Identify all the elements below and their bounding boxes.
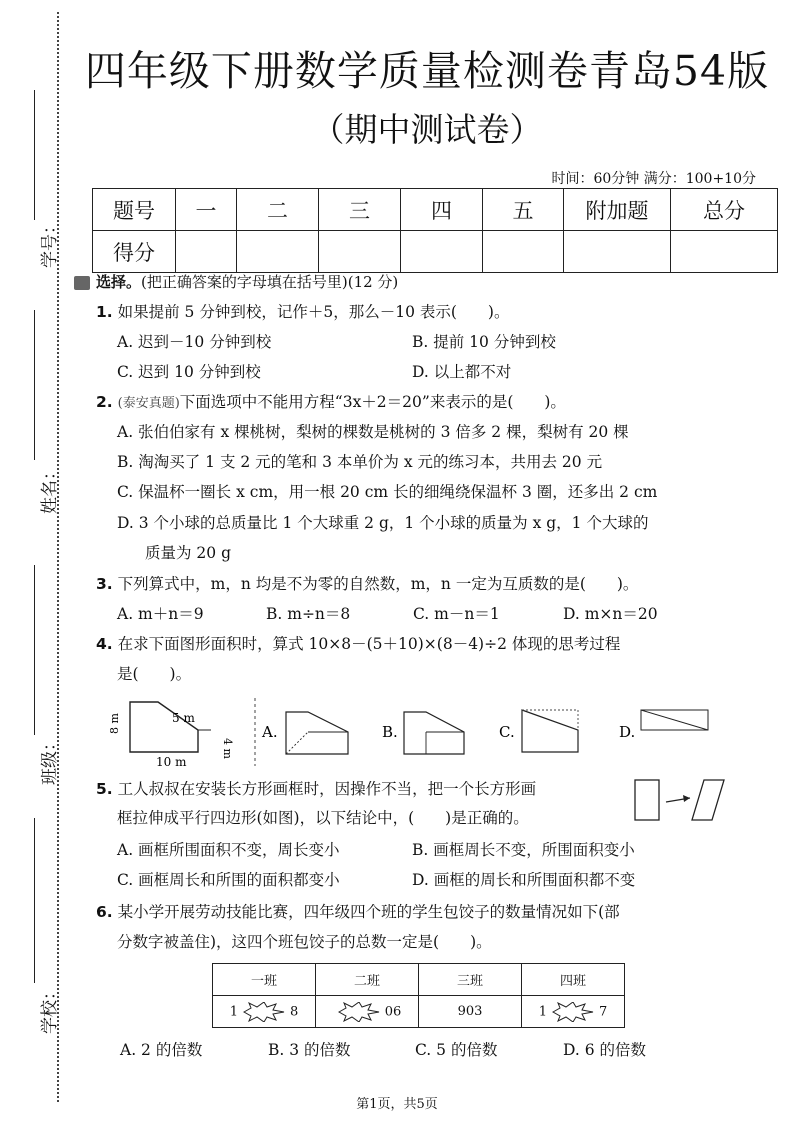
question-stem: 下列算式中，m，n 均是不为零的自然数，m，n 一定为互质数的是( )。 [117,575,639,593]
question-6 [96,902,620,922]
splat-icon [551,1002,595,1022]
choice-c-shape [522,710,578,752]
choice-a-figure[interactable] [261,712,348,754]
choice-b-shape [404,712,464,754]
choice-a-dashed [286,732,308,754]
option-a[interactable]: A. m＋n＝9 [117,605,204,623]
score-table [92,188,778,273]
table-cell [213,996,316,1028]
question-2 [96,392,566,414]
table-header-row [213,964,625,996]
question-stem: 工人叔叔在安装长方形画框时，因操作不当，把一个长方形画 [117,780,537,798]
choice-d-figure[interactable] [619,710,708,741]
question-6-stem-continued: 分数字被盖住)，这四个班包饺子的总数一定是( )。 [117,933,492,951]
question-4-stem-continued: 是( )。 [117,665,192,683]
score-input-cell[interactable] [483,231,564,273]
question-4 [96,634,620,654]
option-d[interactable]: D. 以上都不对 [412,363,512,381]
table-header-cell: 一班 [213,964,316,996]
question-stem: 如果提前 5 分钟到校，记作＋5，那么－10 表示( )。 [117,303,510,321]
table-row [213,996,625,1028]
rectangle-frame [635,780,659,820]
digit-suffix: 8 [290,1004,299,1019]
page-footer: 第1页，共5页 [356,1097,438,1112]
choice-a-shape [286,712,348,754]
score-input-cell[interactable] [401,231,483,273]
class-line [34,565,35,735]
school-field[interactable] [14,818,60,1038]
section-title: 选择。 [96,273,142,291]
option-a[interactable]: A. 2 的倍数 [120,1041,203,1059]
option-d-continued: 质量为 20 g [145,544,231,562]
table-header-cell: 三班 [419,964,522,996]
label-left: 8 m [108,713,121,734]
option-a[interactable]: A. 张伯伯家有 x 棵桃树，梨树的棵数是桃树的 3 倍多 2 棵，梨树有 20 棵 [117,423,629,441]
table-header-cell: 四班 [522,964,625,996]
score-input-cell[interactable] [237,231,319,273]
score-input-cell[interactable] [564,231,671,273]
choice-b-label: B. [382,723,398,741]
label-bottom: 10 m [156,755,187,769]
class-field[interactable] [14,565,60,785]
arrow-head-icon [683,795,690,802]
school-label: 学校： [40,983,60,1034]
option-c[interactable]: C. m－n＝1 [413,605,500,623]
score-value-row [93,231,778,273]
splat-icon [242,1002,286,1022]
option-d[interactable]: D. m×n＝20 [563,605,658,623]
table-cell [419,996,522,1028]
binding-margin [0,0,60,1123]
student-id-field[interactable] [14,90,60,270]
label-top: 5 m [172,711,195,725]
cut-line [57,12,59,1102]
option-d[interactable]: D. 6 的倍数 [563,1041,647,1059]
frame-diagram [632,776,726,826]
choice-d-label: D. [619,723,636,741]
score-input-cell[interactable] [176,231,237,273]
name-label: 姓名： [40,463,60,514]
question-stem: 在求下面图形面积时，算式 10×8－(5＋10)×(8－4)÷2 体现的思考过程 [117,635,621,653]
question-stem: 某小学开展劳动技能比赛，四年级四个班的学生包饺子的数量情况如下(部 [117,903,620,921]
option-c[interactable]: C. 保温杯一圈长 x cm，用一根 20 cm 长的细绳绕保温杯 3 圈，还多出 2 cm [117,483,658,501]
score-header-cell: 二 [237,189,319,231]
question-number: 6. [96,903,113,921]
section-instruction: (把正确答案的字母填在括号里)(12 分) [141,273,399,291]
dumpling-table [212,963,625,1028]
score-header-row [93,189,778,231]
score-header-cell: 四 [401,189,483,231]
option-a[interactable]: A. 画框所围面积不变，周长变小 [117,841,340,859]
option-d[interactable]: D. 画框的周长和所围面积都不变 [412,871,636,889]
page-subtitle: （期中测试卷） [311,110,543,149]
choice-c-figure[interactable] [499,710,578,752]
score-header-cell: 三 [319,189,401,231]
score-header-cell: 附加题 [564,189,671,231]
section-heading [96,272,398,292]
question-number: 4. [96,635,113,653]
question-number: 1. [96,303,113,321]
choice-c-label: C. [499,723,515,741]
choice-d-triangle [641,710,708,730]
main-figure [108,702,234,769]
question-5 [96,779,536,799]
digit-suffix: 7 [599,1004,608,1019]
question-number: 2. [96,393,113,411]
section-icon [74,276,90,290]
question-3 [96,574,638,594]
student-id-label: 学号： [40,217,60,268]
score-header-cell: 题号 [93,189,176,231]
score-header-cell: 一 [176,189,237,231]
label-right: 4 m [221,738,234,759]
table-cell [522,996,625,1028]
table-cell [316,996,419,1028]
choice-b-figure[interactable] [382,712,464,754]
parallelogram-frame [692,780,724,820]
option-d[interactable]: D. 3 个小球的总质量比 1 个大球重 2 g，1 个小球的质量为 x g，1 个大球的 [117,514,649,532]
q4-figures [108,692,728,772]
name-field[interactable] [14,310,60,520]
option-b[interactable]: B. 提前 10 分钟到校 [412,333,556,351]
option-c[interactable]: C. 画框周长和所围的面积都变小 [117,871,340,889]
score-input-cell[interactable] [671,231,778,273]
digit-prefix: 1 [538,1004,547,1019]
question-source: (泰安真题) [117,396,180,411]
score-input-cell[interactable] [319,231,401,273]
school-line [34,818,35,983]
name-line [34,310,35,460]
page-title: 四年级下册数学质量检测卷青岛54版 [84,47,770,95]
student-id-line [34,90,35,220]
class-label: 班级： [40,734,60,785]
digit-prefix: 903 [457,1004,483,1019]
question-number: 5. [96,780,113,798]
option-b[interactable]: B. m÷n＝8 [266,605,351,623]
score-header-cell: 总分 [671,189,778,231]
option-c[interactable]: C. 迟到 10 分钟到校 [117,363,261,381]
option-b[interactable]: B. 画框周长不变，所围面积变小 [412,841,635,859]
choice-a-label: A. [262,723,278,741]
score-row-label: 得分 [93,231,176,273]
question-5-stem-continued: 框拉伸成平行四边形(如图)，以下结论中，( )是正确的。 [117,809,529,827]
option-b[interactable]: B. 淘淘买了 1 支 2 元的笔和 3 本单价为 x 元的练习本，共用去 20 元 [117,453,603,471]
splat-icon [337,1002,381,1022]
table-header-cell: 二班 [316,964,419,996]
option-b[interactable]: B. 3 的倍数 [268,1041,351,1059]
question-1 [96,302,509,322]
score-header-cell: 五 [483,189,564,231]
digit-suffix: 06 [384,1004,402,1019]
digit-prefix: 1 [229,1004,238,1019]
time-info: 时间：60分钟 满分：100+10分 [551,171,756,187]
pentagon-shape [130,702,198,752]
option-a[interactable]: A. 迟到－10 分钟到校 [117,333,272,351]
question-number: 3. [96,575,113,593]
option-c[interactable]: C. 5 的倍数 [415,1041,498,1059]
question-stem: 下面选项中不能用方程“3x＋2＝20”来表示的是( )。 [179,393,566,411]
